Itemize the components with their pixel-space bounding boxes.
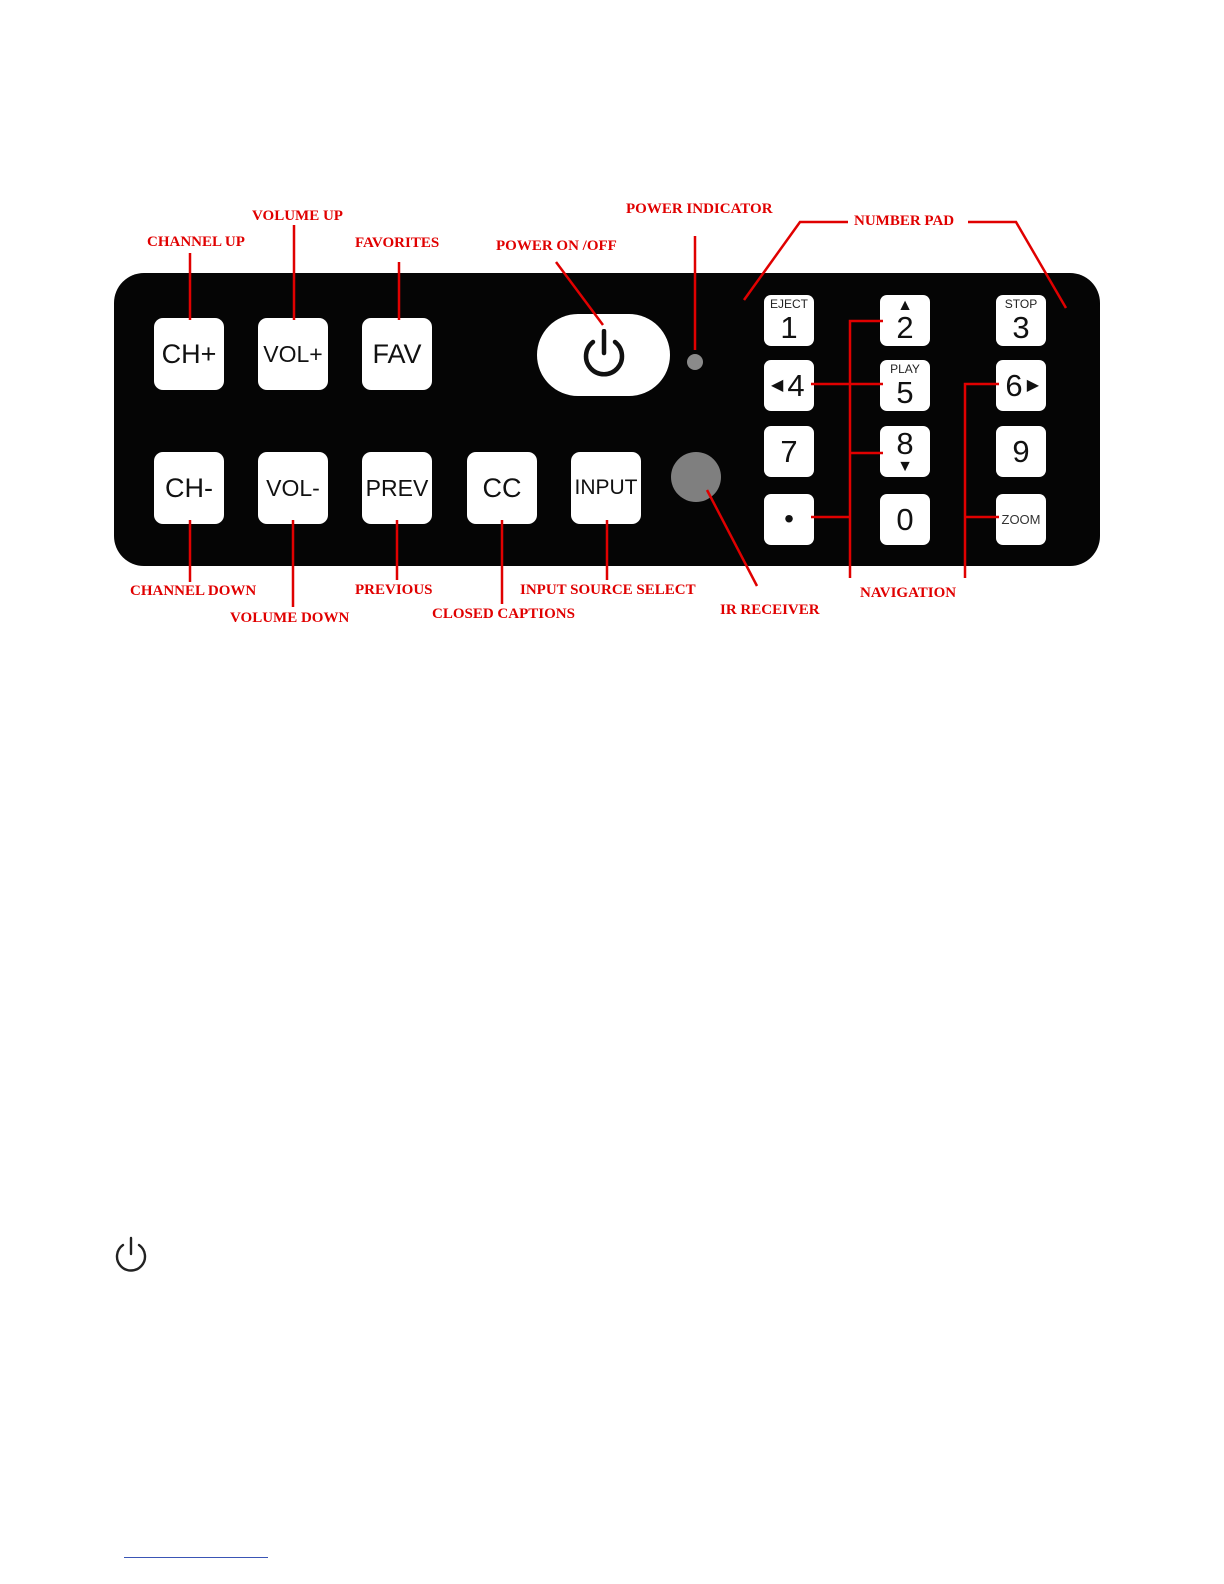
key-digit: 4 — [787, 368, 805, 403]
callout-volume-down: VOLUME DOWN — [230, 610, 350, 626]
callout-channel-up: CHANNEL UP — [147, 234, 245, 250]
callout-previous: PREVIOUS — [355, 582, 433, 598]
arrow-right-icon: ▶ — [1026, 377, 1039, 394]
channel-up-label: CH+ — [161, 338, 217, 369]
key-digit: 8 — [896, 426, 914, 461]
key-digit: 9 — [1012, 434, 1030, 469]
previous-label: PREV — [365, 474, 429, 501]
callout-ir-receiver: IR RECEIVER — [720, 602, 820, 618]
footnote-rule — [124, 1557, 268, 1558]
callout-volume-up: VOLUME UP — [252, 208, 343, 224]
input-label: INPUT — [574, 476, 638, 499]
power-icon — [113, 1236, 149, 1274]
leader-number-pad-right — [968, 222, 1066, 311]
key-digit: 6 — [1005, 368, 1023, 403]
key-digit: 7 — [780, 434, 798, 469]
stop-sublabel: STOP — [1004, 297, 1038, 311]
zoom-label: ZOOM — [1001, 512, 1041, 527]
leader-navigation-bracket — [850, 321, 883, 578]
callout-closed-captions: CLOSED CAPTIONS — [432, 606, 575, 622]
leader-nav-right — [965, 384, 999, 578]
volume-up-label: VOL+ — [263, 340, 323, 367]
callout-power-indicator: POWER INDICATOR — [626, 201, 773, 217]
callout-favorites: FAVORITES — [355, 235, 440, 251]
callout-number-pad: NUMBER PAD — [854, 213, 955, 229]
volume-down-label: VOL- — [266, 474, 320, 501]
key-digit: 3 — [1012, 310, 1030, 345]
arrow-down-icon: ▼ — [897, 458, 913, 475]
play-sublabel: PLAY — [890, 362, 920, 376]
callout-input-source-select: INPUT SOURCE SELECT — [520, 582, 696, 598]
leader-number-pad-left — [744, 222, 848, 300]
eject-sublabel: EJECT — [769, 297, 808, 311]
key-digit: 2 — [896, 310, 914, 345]
closed-captions-label: CC — [482, 472, 522, 503]
arrow-left-icon: ◀ — [771, 377, 784, 394]
dot-glyph: • — [784, 503, 794, 534]
callout-power-on-off: POWER ON /OFF — [496, 238, 617, 254]
leader-ir-receiver — [707, 490, 757, 586]
key-digit: 1 — [780, 310, 798, 345]
callout-channel-down: CHANNEL DOWN — [130, 583, 257, 599]
channel-down-label: CH- — [165, 472, 213, 503]
favorites-label: FAV — [372, 338, 422, 369]
leader-power — [556, 262, 603, 325]
arrow-up-icon: ▲ — [897, 297, 913, 314]
key-digit: 5 — [896, 375, 914, 410]
callout-navigation: NAVIGATION — [860, 585, 957, 601]
key-digit: 0 — [896, 502, 914, 537]
